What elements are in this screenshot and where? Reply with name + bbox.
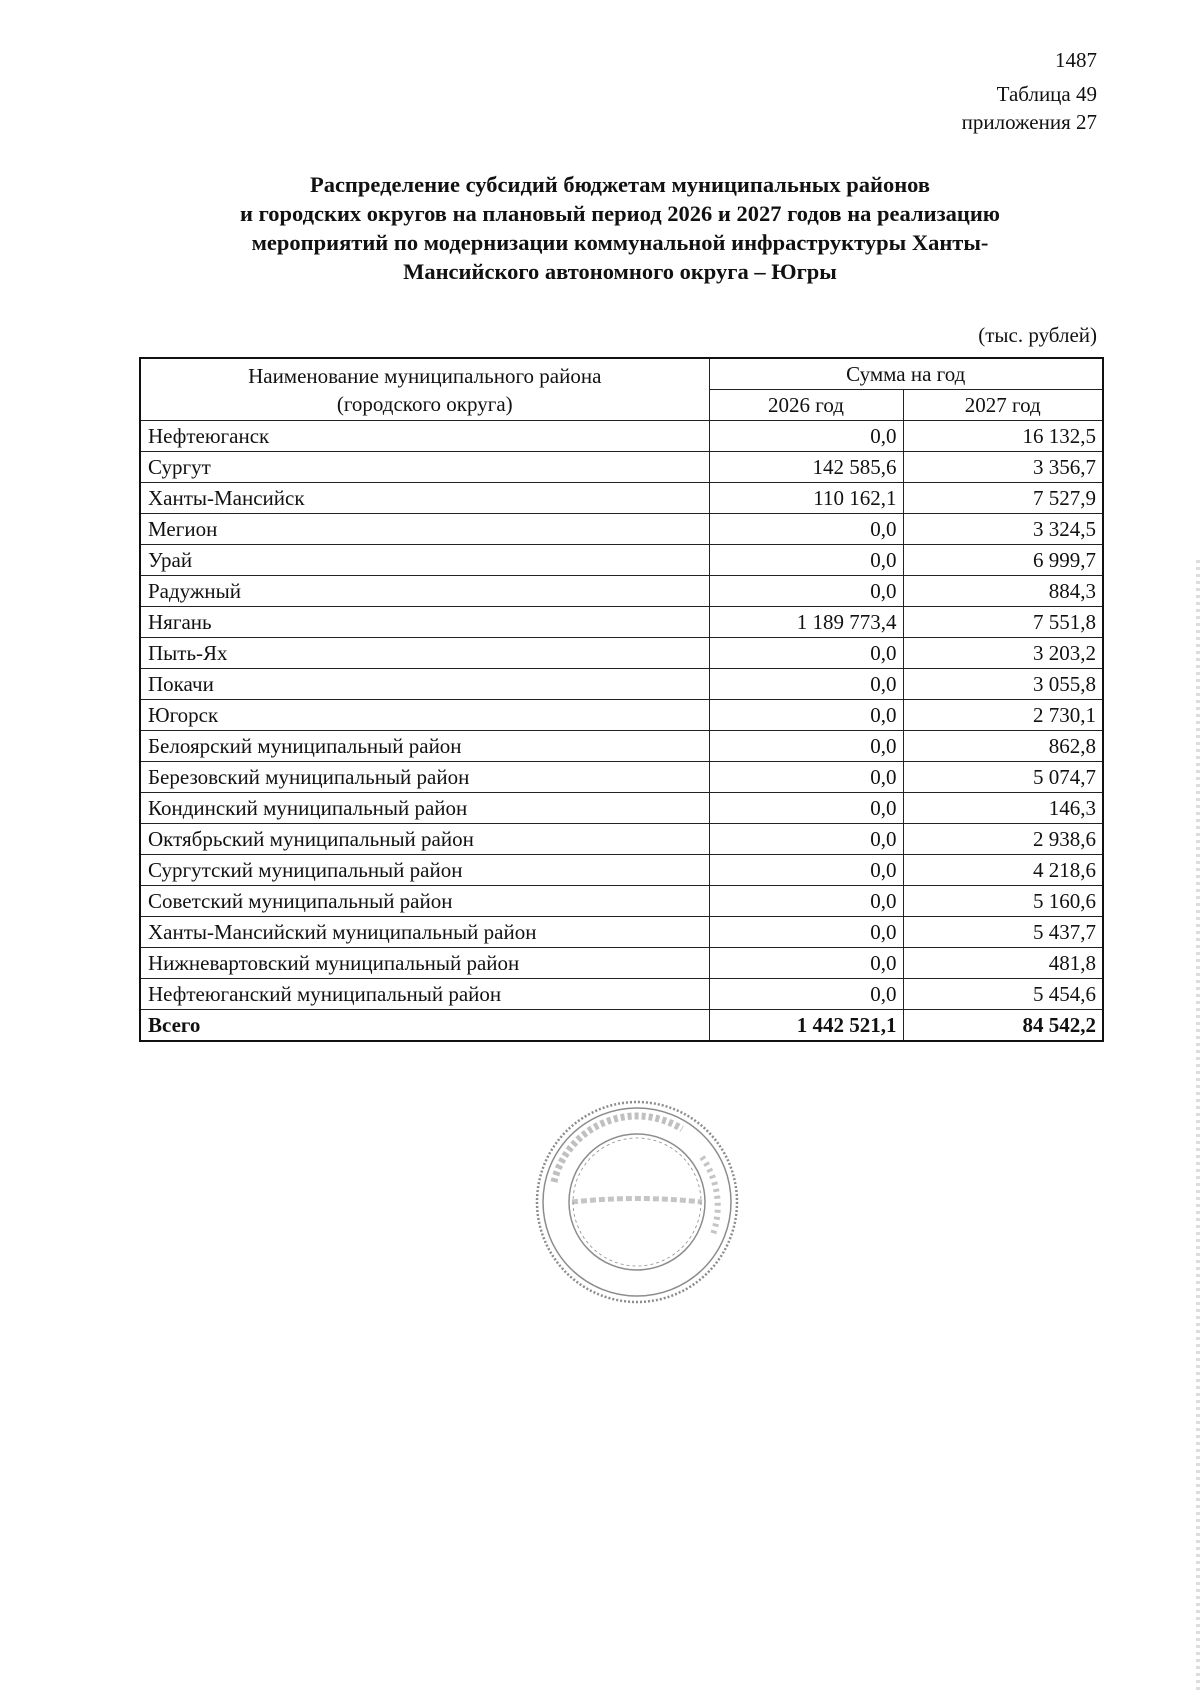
appendix-label: приложения 27 [961,110,1097,134]
amount-2026-cell: 0,0 [709,979,903,1010]
district-name-cell: Пыть-Ях [140,638,709,669]
table-row [140,762,1103,793]
district-name-cell: Ханты-Мансийский муниципальный район [140,917,709,948]
district-name-cell: Мегион [140,514,709,545]
header-2026-cell: 2026 год [709,390,903,421]
district-name-cell: Сургут [140,452,709,483]
table-row [140,731,1103,762]
amount-2026-cell: 0,0 [709,576,903,607]
amount-2027-cell: 4 218,6 [903,855,1103,886]
table-row [140,607,1103,638]
amount-2027-cell: 7 527,9 [903,483,1103,514]
amount-2027-cell: 5 074,7 [903,762,1103,793]
table-body [140,421,1103,1042]
district-name-cell: Всего [140,1010,709,1042]
title-line: и городских округов на плановый период 2026 и 2027 годов на реализацию [240,201,1000,226]
title-line: Мансийского автономного округа – Югры [403,259,837,284]
district-name-cell: Урай [140,545,709,576]
table-row [140,700,1103,731]
table-row [140,421,1103,452]
table-label: Таблица 49 [996,82,1097,106]
district-name-cell: Советский муниципальный район [140,886,709,917]
amount-2026-cell: 0,0 [709,514,903,545]
table-row [140,948,1103,979]
table-row [140,483,1103,514]
table-header [140,358,1103,421]
amount-2026-cell: 0,0 [709,700,903,731]
amount-2026-cell: 0,0 [709,545,903,576]
district-name-cell: Югорск [140,700,709,731]
amount-2026-cell: 0,0 [709,762,903,793]
amount-2027-cell: 3 324,5 [903,514,1103,545]
amount-2027-cell: 5 160,6 [903,886,1103,917]
amount-2026-cell: 0,0 [709,948,903,979]
district-name-cell: Березовский муниципальный район [140,762,709,793]
amount-2027-cell: 5 454,6 [903,979,1103,1010]
table-row [140,793,1103,824]
table-row [140,545,1103,576]
amount-2027-cell: 2 730,1 [903,700,1103,731]
district-name-cell: Радужный [140,576,709,607]
table-row [140,886,1103,917]
amount-2027-cell: 84 542,2 [903,1010,1103,1042]
table-row [140,576,1103,607]
amount-2027-cell: 16 132,5 [903,421,1103,452]
header-name-cell [140,358,709,421]
table-row [140,917,1103,948]
total-row [140,1010,1103,1042]
amount-2026-cell: 1 189 773,4 [709,607,903,638]
amount-2027-cell: 3 055,8 [903,669,1103,700]
header-2027-cell: 2027 год [903,390,1103,421]
district-name-cell: Покачи [140,669,709,700]
document-title [140,170,1100,286]
amount-2026-cell: 110 162,1 [709,483,903,514]
amount-2026-cell: 0,0 [709,886,903,917]
scan-edge-artifact [1196,560,1200,1690]
table-row [140,669,1103,700]
amount-2027-cell: 5 437,7 [903,917,1103,948]
table-row [140,514,1103,545]
amount-2026-cell: 0,0 [709,731,903,762]
district-name-cell: Нефтеюганск [140,421,709,452]
district-name-cell: Кондинский муниципальный район [140,793,709,824]
district-name-cell: Нижневартовский муниципальный район [140,948,709,979]
page-number: 1487 [1055,48,1097,72]
amount-2027-cell: 6 999,7 [903,545,1103,576]
district-name-cell: Нефтеюганский муниципальный район [140,979,709,1010]
amount-2027-cell: 884,3 [903,576,1103,607]
amount-2026-cell: 0,0 [709,824,903,855]
amount-2027-cell: 3 203,2 [903,638,1103,669]
subsidy-table [139,357,1104,1042]
amount-2026-cell: 0,0 [709,917,903,948]
table-row [140,824,1103,855]
district-name-cell: Сургутский муниципальный район [140,855,709,886]
amount-2027-cell: 862,8 [903,731,1103,762]
official-seal-icon [532,1097,742,1307]
amount-2027-cell: 3 356,7 [903,452,1103,483]
district-name-cell: Октябрьский муниципальный район [140,824,709,855]
header-name-line: (городского округа) [336,391,513,416]
amount-2026-cell: 1 442 521,1 [709,1010,903,1042]
table-row [140,452,1103,483]
title-line: Распределение субсидий бюджетам муниципальных районов [309,172,931,197]
amount-2026-cell: 0,0 [709,669,903,700]
header-name-line: Наименование муниципального района [248,363,602,388]
table-row [140,979,1103,1010]
district-name-cell: Нягань [140,607,709,638]
amount-2027-cell: 2 938,6 [903,824,1103,855]
title-line: мероприятий по модернизации коммунальной инфраструктуры Ханты- [251,230,989,255]
amount-2027-cell: 146,3 [903,793,1103,824]
table-row [140,855,1103,886]
district-name-cell: Белоярский муниципальный район [140,731,709,762]
table-reference [962,80,1097,136]
amount-2027-cell: 7 551,8 [903,607,1103,638]
units-label: (тыс. рублей) [978,323,1097,347]
amount-2026-cell: 0,0 [709,638,903,669]
amount-2026-cell: 0,0 [709,421,903,452]
amount-2026-cell: 0,0 [709,855,903,886]
header-sum-cell: Сумма на год [709,358,1103,390]
amount-2027-cell: 481,8 [903,948,1103,979]
amount-2026-cell: 0,0 [709,793,903,824]
district-name-cell: Ханты-Мансийск [140,483,709,514]
table-row [140,638,1103,669]
amount-2026-cell: 142 585,6 [709,452,903,483]
